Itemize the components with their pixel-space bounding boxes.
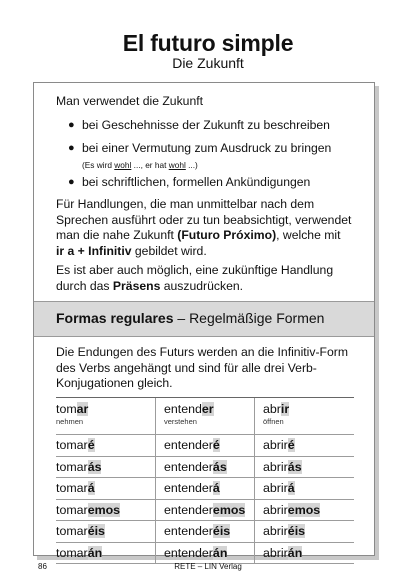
table-row xyxy=(56,457,354,479)
bullet-icon: ● xyxy=(68,119,75,131)
bullet-text-3: bei schriftlichen, formellen Ankündigungen xyxy=(82,175,311,189)
bullet-note: (Es wird wohl ..., er hat wohl ...) xyxy=(82,159,198,170)
bullet-text-1: bei Geschehnisse der Zukunft zu beschreiben xyxy=(82,118,330,132)
content-box xyxy=(33,82,375,560)
table-row xyxy=(56,521,354,543)
table-cell: entenderemos xyxy=(155,500,254,521)
table-cell: abriremos xyxy=(254,500,353,521)
section-paragraph: Die Endungen des Futurs werden an die Infinitiv-Form des Verbs angehängt und sind für alle drei Verb- Konjugationen gleich. xyxy=(56,345,348,390)
bullet-icon: ● xyxy=(68,142,75,154)
bullet-item-2 xyxy=(68,141,331,172)
table-cell: entenderéis xyxy=(155,521,254,542)
intro-text: Man verwendet die Zukunft xyxy=(56,94,204,108)
section-header xyxy=(34,301,374,337)
table-cell: abrirá xyxy=(254,478,353,499)
page-subtitle: Die Zukunft xyxy=(172,55,244,71)
table-cell: abrirán xyxy=(254,543,353,564)
table-cell: tomará xyxy=(56,481,95,495)
table-cell: abriré xyxy=(254,435,353,456)
table-cell: tomaré xyxy=(56,438,95,452)
paragraph-2: Es ist aber auch möglich, eine zukünftige Handlung durch das Präsens auszudrücken. xyxy=(56,263,334,293)
page-number: 86 xyxy=(38,562,47,571)
bullet-icon: ● xyxy=(68,176,75,188)
table-cell: abriréis xyxy=(254,521,353,542)
table-cell: tomaréis xyxy=(56,524,105,538)
page-title: El futuro simple xyxy=(122,30,294,56)
table-cell: tomarás xyxy=(56,459,102,474)
table-cell: entenderán xyxy=(155,543,254,564)
table-cell: entenderá xyxy=(155,478,254,499)
bullet-item-3 xyxy=(68,175,310,191)
header-cell-abrir: abrir öffnen xyxy=(254,398,353,434)
table-row xyxy=(56,478,354,500)
publisher-footer: RETE – LIN Verlag xyxy=(174,562,242,571)
section-title: Formas regulares – Regelmäßige Formen xyxy=(56,310,325,326)
header-cell-tomar: tomar nehmen xyxy=(56,402,89,426)
table-row xyxy=(56,543,354,565)
header-cell-entender: entender verstehen xyxy=(155,398,254,434)
table-cell: abrirás xyxy=(254,457,353,478)
table-header-row xyxy=(56,398,354,435)
table-cell: tomarán xyxy=(56,545,103,560)
conjugation-table xyxy=(56,397,354,564)
table-cell: entenderás xyxy=(155,457,254,478)
table-cell: tomaremos xyxy=(56,502,121,517)
table-row xyxy=(56,435,354,457)
bullet-text-2: bei einer Vermutung zum Ausdruck zu bringen xyxy=(82,141,332,155)
paragraph-1: Für Handlungen, die man unmittelbar nach dem Sprechen ausführt oder zu tun beabsichtigt, verwendet man die nahe Zukunft (Futuro Próximo), welche mit ir a + Infinitiv gebildet wird. xyxy=(56,197,352,258)
table-cell: entenderé xyxy=(155,435,254,456)
bullet-item-1 xyxy=(68,118,330,134)
table-row xyxy=(56,500,354,522)
